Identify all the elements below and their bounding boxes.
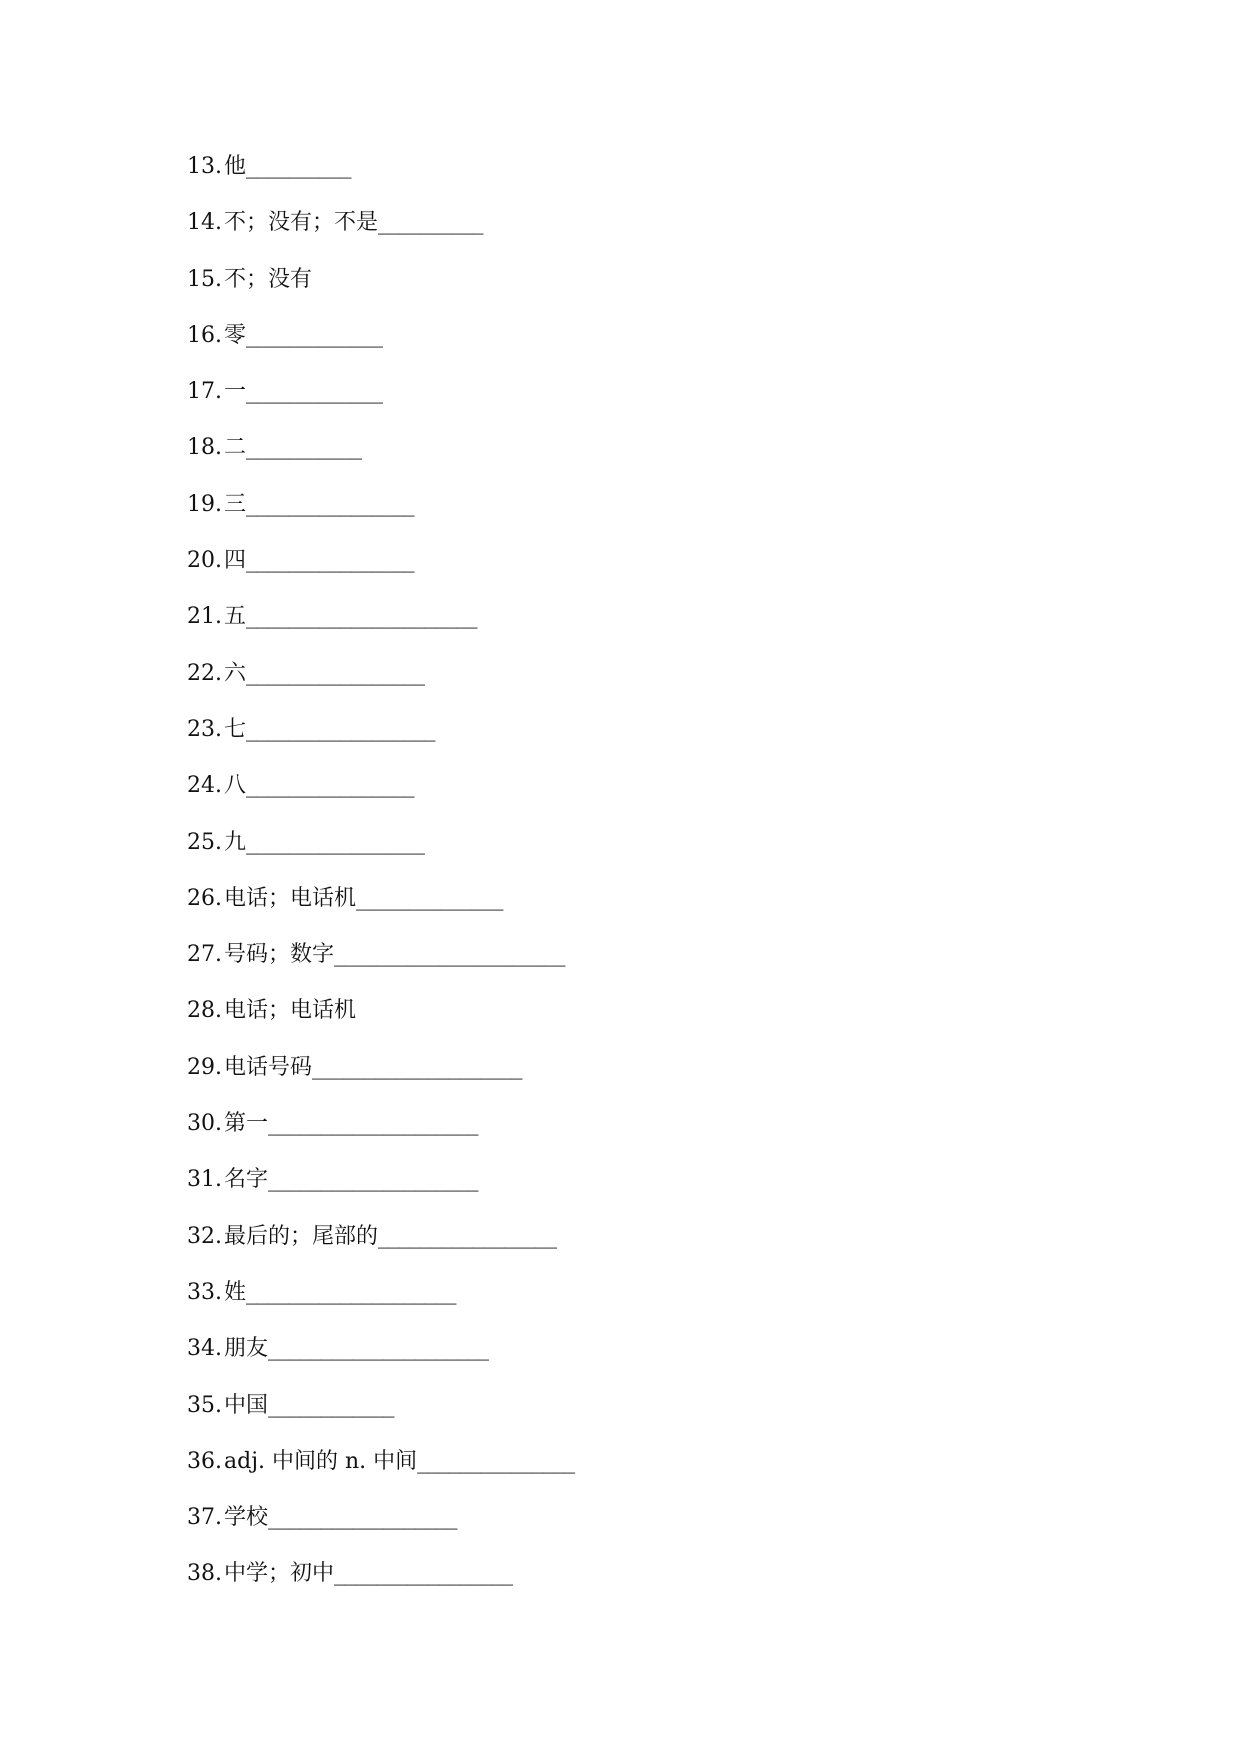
- item-number: 35.: [187, 1392, 222, 1418]
- item-prompt: 电话；电话机: [224, 885, 357, 911]
- list-item: [187, 1166, 1087, 1222]
- item-number: 15.: [187, 266, 222, 292]
- answer-blank: __________: [378, 210, 484, 236]
- item-prompt: 朋友: [224, 1336, 269, 1362]
- list-item: [187, 1223, 1087, 1279]
- answer-blank: ___________: [246, 435, 362, 461]
- item-prompt: 学校: [224, 1505, 269, 1531]
- item-prompt: 三: [224, 491, 247, 517]
- item-number: 22.: [187, 660, 222, 686]
- list-item: [187, 885, 1087, 941]
- list-item: [187, 1110, 1087, 1166]
- list-item: [187, 1392, 1087, 1448]
- item-number: 33.: [187, 1279, 222, 1305]
- answer-blank: ________________: [246, 491, 415, 517]
- item-number: 26.: [187, 885, 222, 911]
- list-item: [187, 1054, 1087, 1110]
- list-item: [187, 1448, 1087, 1504]
- item-prompt: 最后的；尾部的: [224, 1223, 379, 1249]
- item-prompt: 二: [224, 435, 247, 461]
- item-number: 38.: [187, 1561, 222, 1587]
- answer-blank: ______________________: [334, 942, 566, 968]
- item-prompt: 不；没有: [224, 266, 313, 292]
- item-prompt: 零: [224, 322, 247, 348]
- item-prompt: 五: [224, 604, 247, 630]
- list-item: [187, 378, 1087, 434]
- item-number: 19.: [187, 491, 222, 517]
- answer-blank: __________________: [268, 1505, 458, 1531]
- item-number: 21.: [187, 604, 222, 630]
- item-number: 34.: [187, 1336, 222, 1362]
- list-item: [187, 153, 1087, 209]
- vocabulary-list: [187, 153, 1087, 1617]
- list-item: [187, 491, 1087, 547]
- item-number: 36.: [187, 1448, 222, 1474]
- list-item: [187, 1504, 1087, 1560]
- item-number: 13.: [187, 154, 222, 179]
- answer-blank: _________________: [378, 1223, 557, 1249]
- item-prompt: adj. 中间的 n. 中间: [224, 1448, 418, 1474]
- answer-blank: _______________: [417, 1448, 575, 1474]
- answer-blank: ______________: [356, 885, 504, 911]
- item-number: 37.: [187, 1505, 222, 1531]
- item-prompt: 四: [224, 548, 247, 574]
- item-prompt: 电话号码: [224, 1054, 313, 1080]
- answer-blank: _____________________: [268, 1336, 489, 1362]
- answer-blank: ____________: [268, 1392, 395, 1418]
- answer-blank: ____________________: [268, 1167, 479, 1193]
- list-item: [187, 603, 1087, 659]
- list-item: [187, 209, 1087, 265]
- item-prompt: 中国: [224, 1392, 269, 1418]
- item-number: 32.: [187, 1223, 222, 1249]
- answer-blank: ______________________: [246, 604, 478, 630]
- item-prompt: 六: [224, 660, 247, 686]
- item-prompt: 八: [224, 773, 247, 799]
- list-item: [187, 829, 1087, 885]
- list-item: [187, 1279, 1087, 1335]
- item-number: 20.: [187, 548, 222, 574]
- answer-blank: __________: [246, 154, 352, 179]
- item-prompt: 名字: [224, 1167, 269, 1193]
- item-number: 17.: [187, 379, 222, 405]
- item-number: 31.: [187, 1167, 222, 1193]
- list-item: [187, 1335, 1087, 1391]
- item-prompt: 第一: [224, 1111, 269, 1137]
- item-prompt: 号码；数字: [224, 942, 335, 968]
- list-item: [187, 772, 1087, 828]
- item-prompt: 不；没有；不是: [224, 210, 379, 236]
- item-prompt: 九: [224, 829, 247, 855]
- item-prompt: 他: [224, 154, 247, 179]
- answer-blank: _____________: [246, 379, 383, 405]
- item-prompt: 一: [224, 379, 247, 405]
- item-prompt: 中学；初中: [224, 1561, 335, 1587]
- list-item: [187, 322, 1087, 378]
- item-prompt: 电话；电话机: [224, 998, 357, 1024]
- answer-blank: _________________: [246, 660, 425, 686]
- item-number: 28.: [187, 998, 222, 1024]
- answer-blank: _____________: [246, 322, 383, 348]
- item-number: 23.: [187, 716, 222, 742]
- answer-blank: ________________: [246, 548, 415, 574]
- list-item: [187, 997, 1087, 1053]
- list-item: [187, 266, 1087, 322]
- list-item: [187, 941, 1087, 997]
- list-item: [187, 434, 1087, 490]
- answer-blank: _________________: [334, 1561, 513, 1587]
- item-number: 27.: [187, 942, 222, 968]
- answer-blank: ____________________: [246, 1279, 457, 1305]
- item-number: 29.: [187, 1054, 222, 1080]
- item-number: 14.: [187, 210, 222, 236]
- item-number: 16.: [187, 322, 222, 348]
- list-item: [187, 1560, 1087, 1616]
- answer-blank: ____________________: [268, 1111, 479, 1137]
- item-number: 18.: [187, 435, 222, 461]
- answer-blank: ____________________: [312, 1054, 523, 1080]
- item-number: 30.: [187, 1111, 222, 1137]
- answer-blank: ________________: [246, 773, 415, 799]
- list-item: [187, 547, 1087, 603]
- answer-blank: _________________: [246, 829, 425, 855]
- answer-blank: __________________: [246, 716, 436, 742]
- item-number: 24.: [187, 773, 222, 799]
- item-prompt: 七: [224, 716, 247, 742]
- list-item: [187, 660, 1087, 716]
- item-number: 25.: [187, 829, 222, 855]
- list-item: [187, 716, 1087, 772]
- item-prompt: 姓: [224, 1279, 247, 1305]
